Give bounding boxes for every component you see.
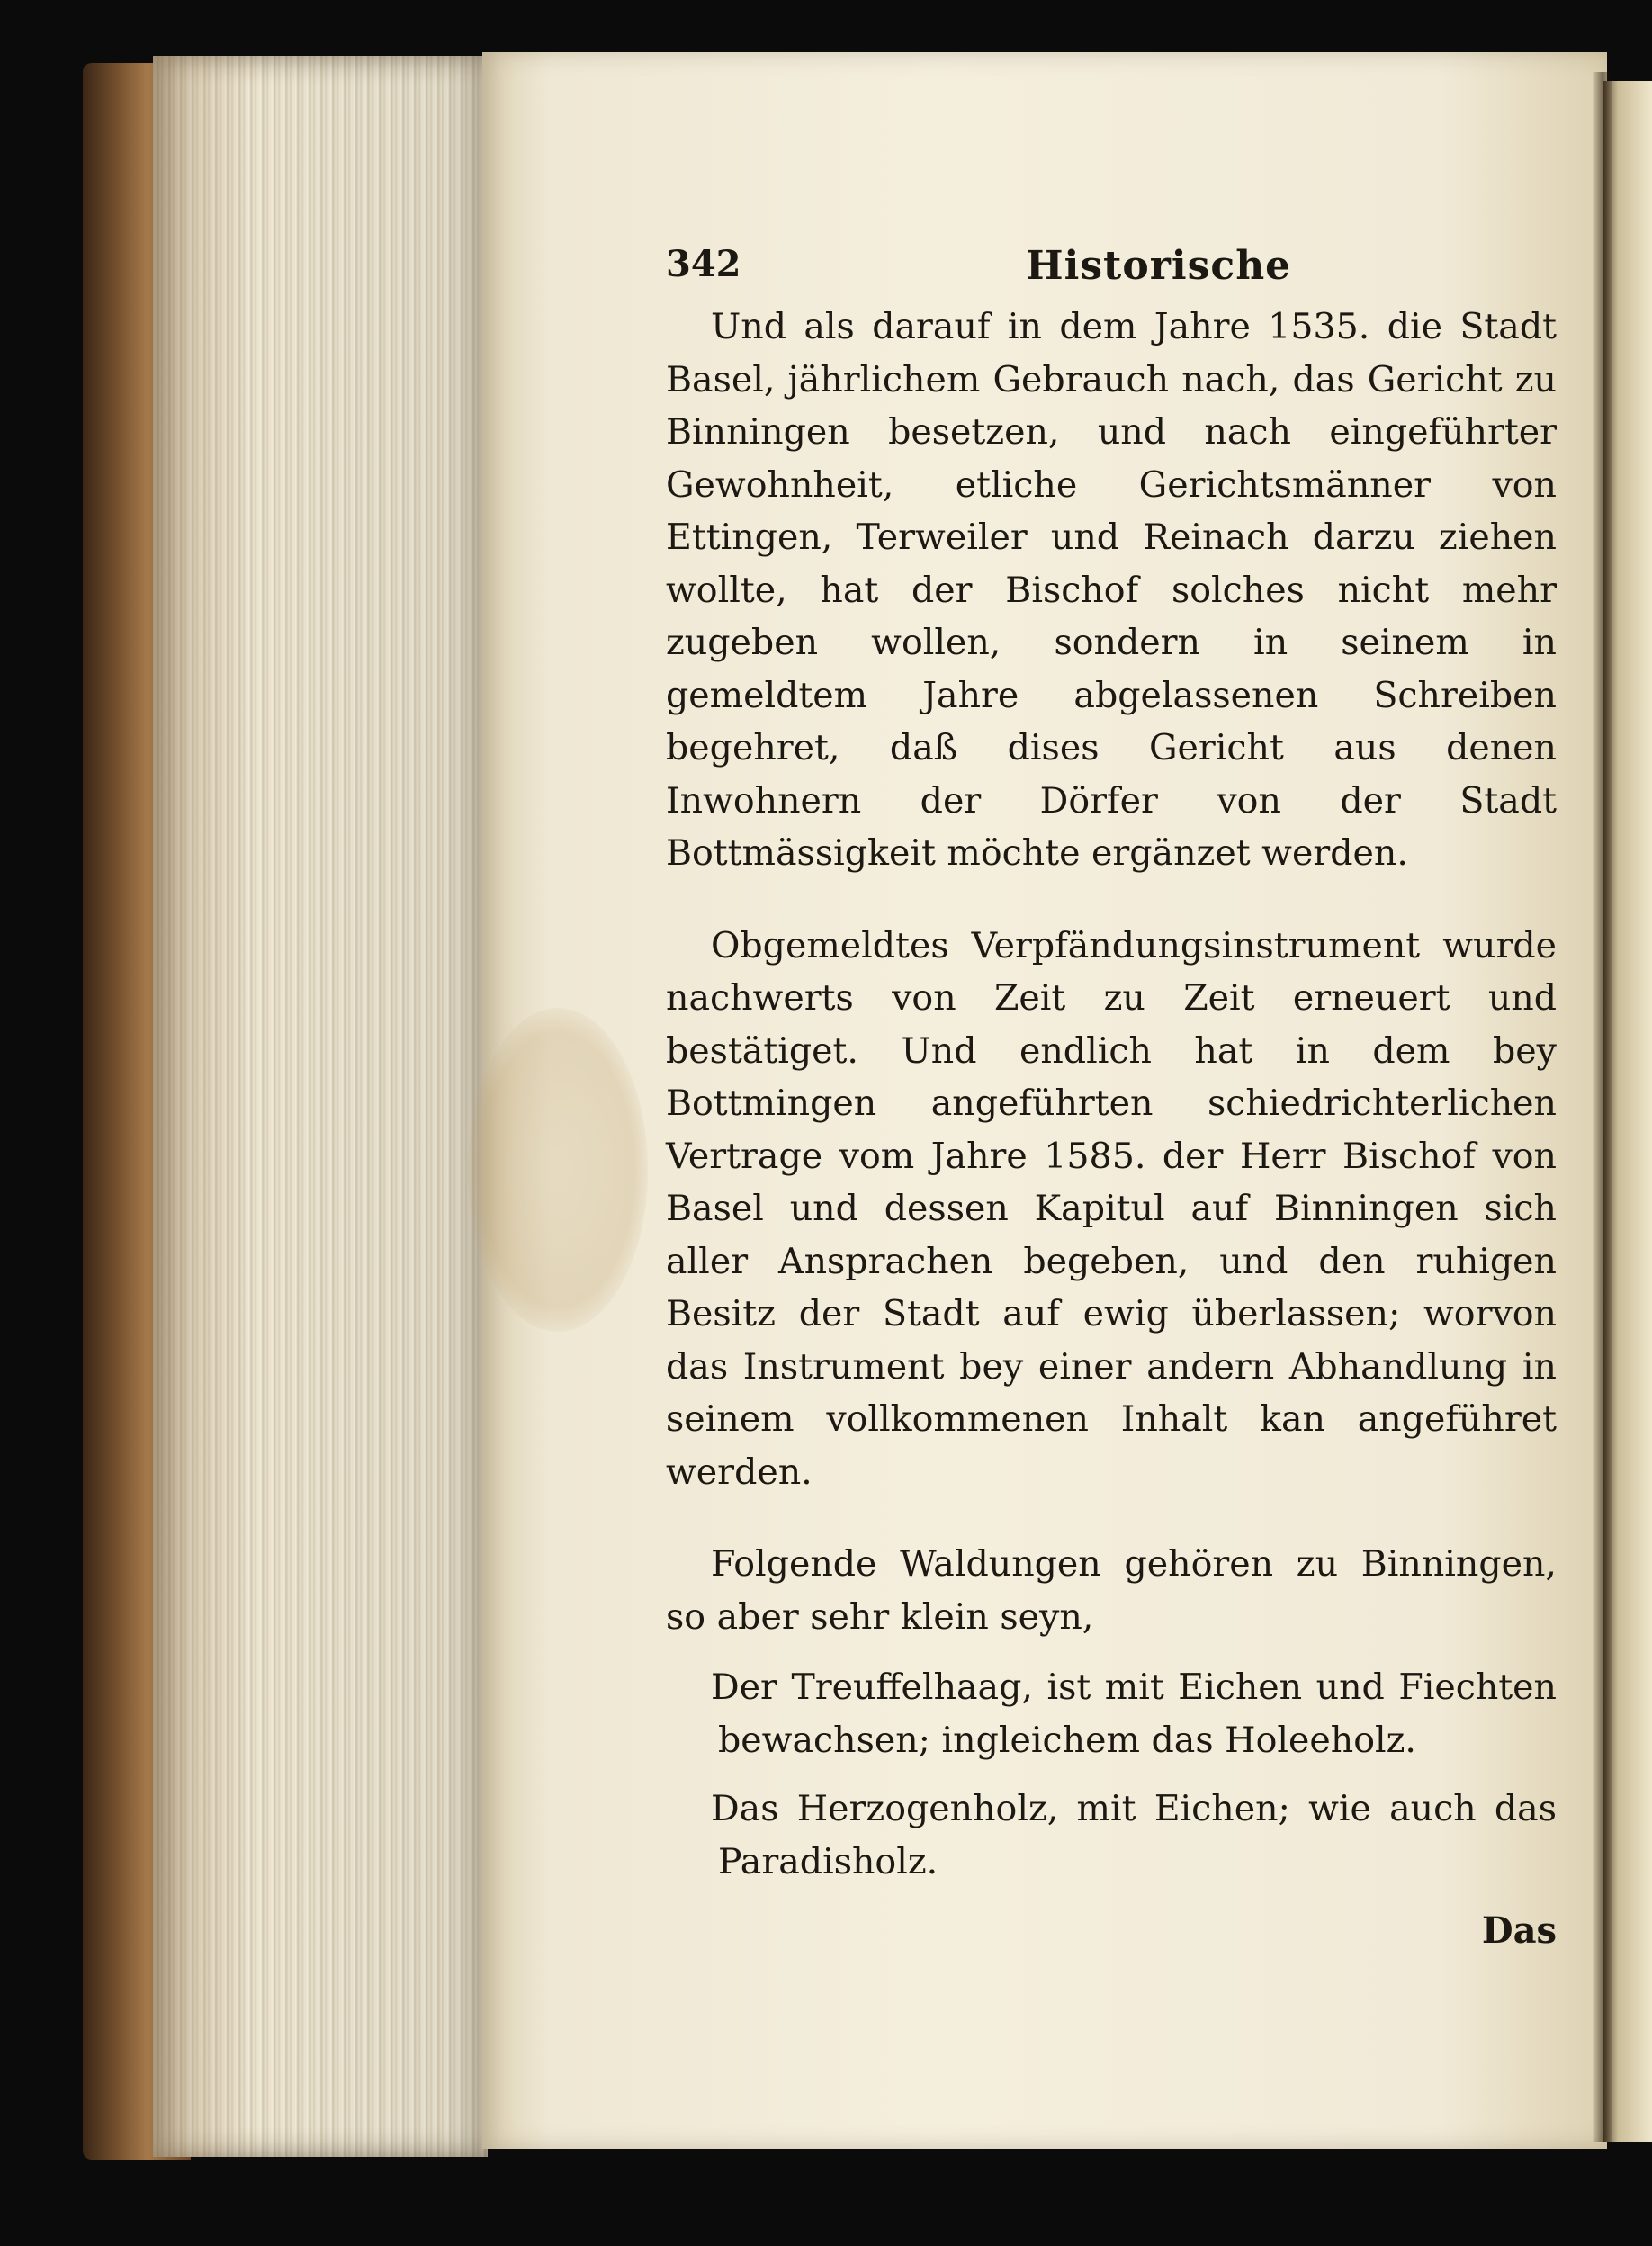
list-item: Das Herzogenholz, mit Eichen; wie auch das Paradisholz.: [711, 1788, 1557, 1882]
page-text: [666, 243, 1557, 1967]
page-number: 342: [666, 243, 741, 285]
paragraph-gap: [666, 1498, 1557, 1538]
catchword-row: [666, 1904, 1557, 1967]
water-stain: [468, 1008, 648, 1332]
page-header: [666, 243, 1557, 297]
list-item: Der Treuffelhaag, ist mit Eichen und Fiechten bewachsen; ingleichem das Holeeholz.: [711, 1667, 1557, 1761]
paragraph-2: Obgemeldtes Verpfändungsinstrument wurde nachwerts von Zeit zu Zeit erneuert und bestätiget. Und endlich hat in dem bey Bottmingen angeführten schiedrichterlichen Vertrage vom Jahre 1585. der Herr Bischof von Basel und dessen Kapitul auf Binningen sich aller Ansprachen begeben, und den ruhigen Besitz der Stadt auf ewig überlassen; worvon das Instrument bey einer andern Abhandlung in seinem vollkommenen Inhalt kan angeführet werden.: [666, 924, 1557, 1493]
catchword: Das: [1481, 1909, 1557, 1952]
paragraph-3: Folgende Waldungen gehören zu Binningen, so aber sehr klein seyn,: [666, 1543, 1557, 1638]
page-edges-shade: [153, 56, 488, 2157]
paragraph-1: Und als darauf in dem Jahre 1535. die Stadt Basel, jährlichem Gebrauch nach, das Gericht zu Binningen besetzen, und nach eingeführter Gewohnheit, etliche Gerichtsmänner von Ettingen, Terweiler und Reinach darzu ziehen wollte, hat der Bischof solches nicht mehr zugeben wollen, sondern in seinem in gemeldtem Jahre abgelassenen Schreiben begehret, daß dises Gericht aus denen Inwohnern der Dörfer von der Stadt Bottmässigkeit möchte ergänzet werden.: [666, 306, 1557, 874]
paragraph-gap: [666, 880, 1557, 920]
running-head: Historische: [1026, 243, 1292, 289]
list-gap: [666, 1643, 1557, 1661]
gutter-shadow: [1593, 72, 1612, 2142]
